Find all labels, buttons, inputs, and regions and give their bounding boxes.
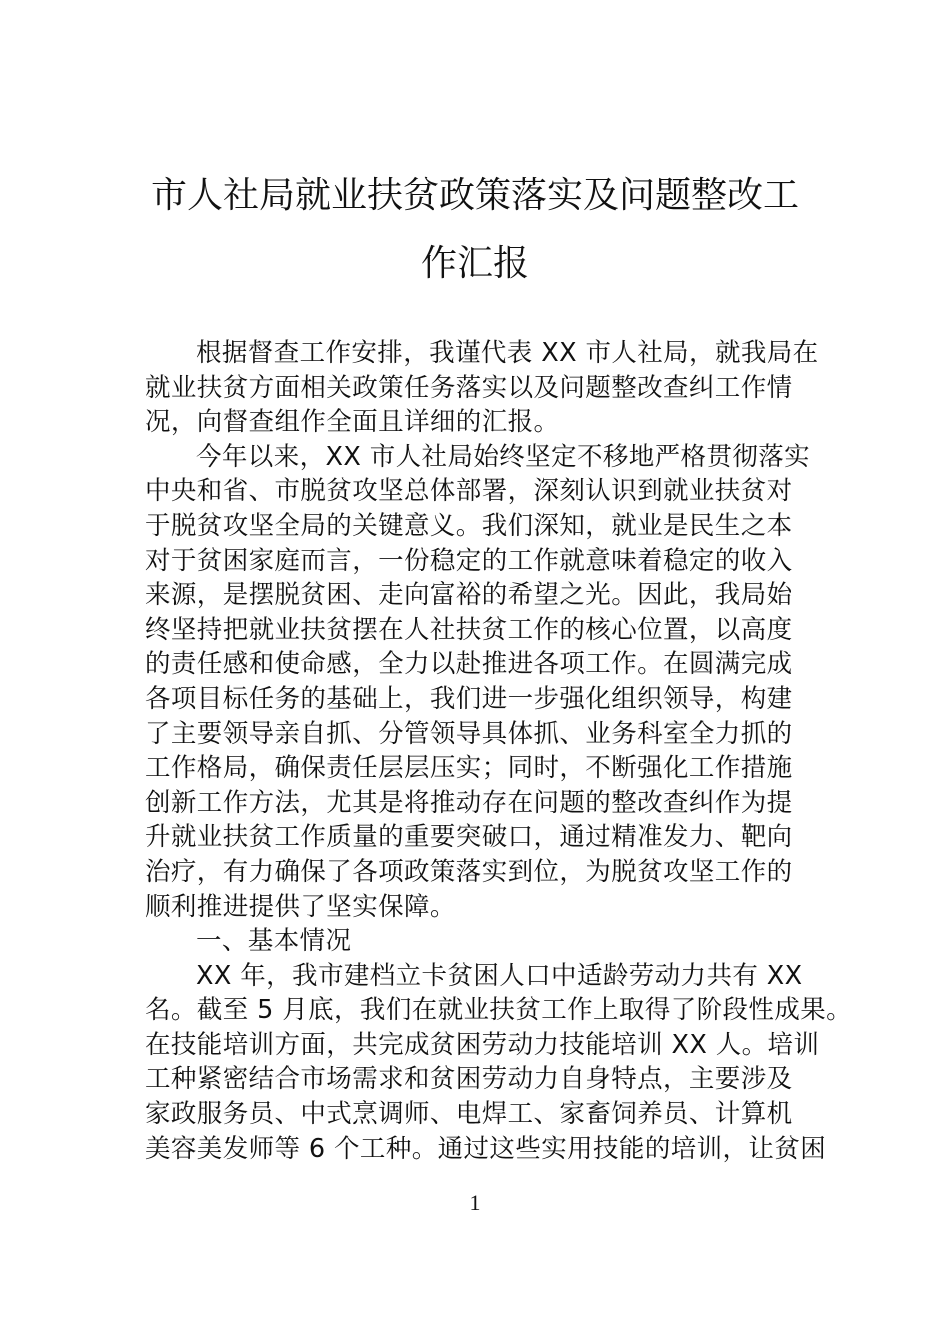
text-line: 名。截至 5 月底，我们在就业扶贫工作上取得了阶段性成果。	[145, 995, 853, 1026]
text-line: 终坚持把就业扶贫摆在人社扶贫工作的核心位置，以高度	[145, 614, 793, 645]
text-line: 况，向督查组作全面且详细的汇报。	[145, 407, 560, 438]
text-line: 就业扶贫方面相关政策任务落实以及问题整改查纠工作情	[145, 372, 793, 403]
text-line: 美容美发师等 6 个工种。通过这些实用技能的培训，让贫困	[145, 1133, 827, 1164]
text-line: 治疗，有力确保了各项政策落实到位，为脱贫攻坚工作的	[145, 856, 793, 887]
text-line: 工作格局，确保责任层层压实；同时，不断强化工作措施	[145, 753, 793, 784]
section-heading-basic-situation	[145, 924, 815, 959]
document-title-line-2: 作汇报	[420, 243, 529, 284]
text-line: 在技能培训方面，共完成贫困劳动力技能培训 XX 人。培训	[145, 1029, 820, 1060]
paragraph-basic-situation	[145, 959, 853, 1167]
text-line: 工种紧密结合市场需求和贫困劳动力自身特点，主要涉及	[145, 1064, 793, 1095]
paragraph-overview	[145, 440, 815, 924]
text-line: 今年以来，XX 市人社局始终坚定不移地严格贯彻落实	[196, 441, 811, 472]
text-line: 顺利推进提供了坚实保障。	[145, 891, 456, 922]
page-number: 1	[469, 1190, 481, 1215]
text-line: 了主要领导亲自抓、分管领导具体抓、业务科室全力抓的	[145, 718, 793, 749]
text-line: 的责任感和使命感，全力以赴推进各项工作。在圆满完成	[145, 649, 793, 680]
text-line: 对于贫困家庭而言，一份稳定的工作就意味着稳定的收入	[145, 545, 793, 576]
text-line: 创新工作方法，尤其是将推动存在问题的整改查纠作为提	[145, 787, 793, 818]
text-line: 升就业扶贫工作质量的重要突破口，通过精准发力、靶向	[145, 822, 793, 853]
document-body	[145, 336, 853, 1166]
text-line: 于脱贫攻坚全局的关键意义。我们深知，就业是民生之本	[145, 510, 793, 541]
document-title-line-1: 市人社局就业扶贫政策落实及问题整改工	[150, 175, 799, 216]
text-line: XX 年，我市建档立卡贫困人口中适龄劳动力共有 XX	[196, 960, 803, 991]
text-line: 各项目标任务的基础上，我们进一步强化组织领导，构建	[145, 683, 793, 714]
section-heading: 一、基本情况	[196, 926, 352, 957]
text-line: 家政服务员、中式烹调师、电焊工、家畜饲养员、计算机	[145, 1099, 793, 1130]
text-line: 中央和省、市脱贫攻坚总体部署，深刻认识到就业扶贫对	[145, 476, 793, 507]
text-line: 来源，是摆脱贫困、走向富裕的希望之光。因此，我局始	[145, 580, 793, 611]
text-line: 根据督查工作安排，我谨代表 XX 市人社局，就我局在	[196, 338, 819, 368]
paragraph-intro	[145, 336, 819, 440]
